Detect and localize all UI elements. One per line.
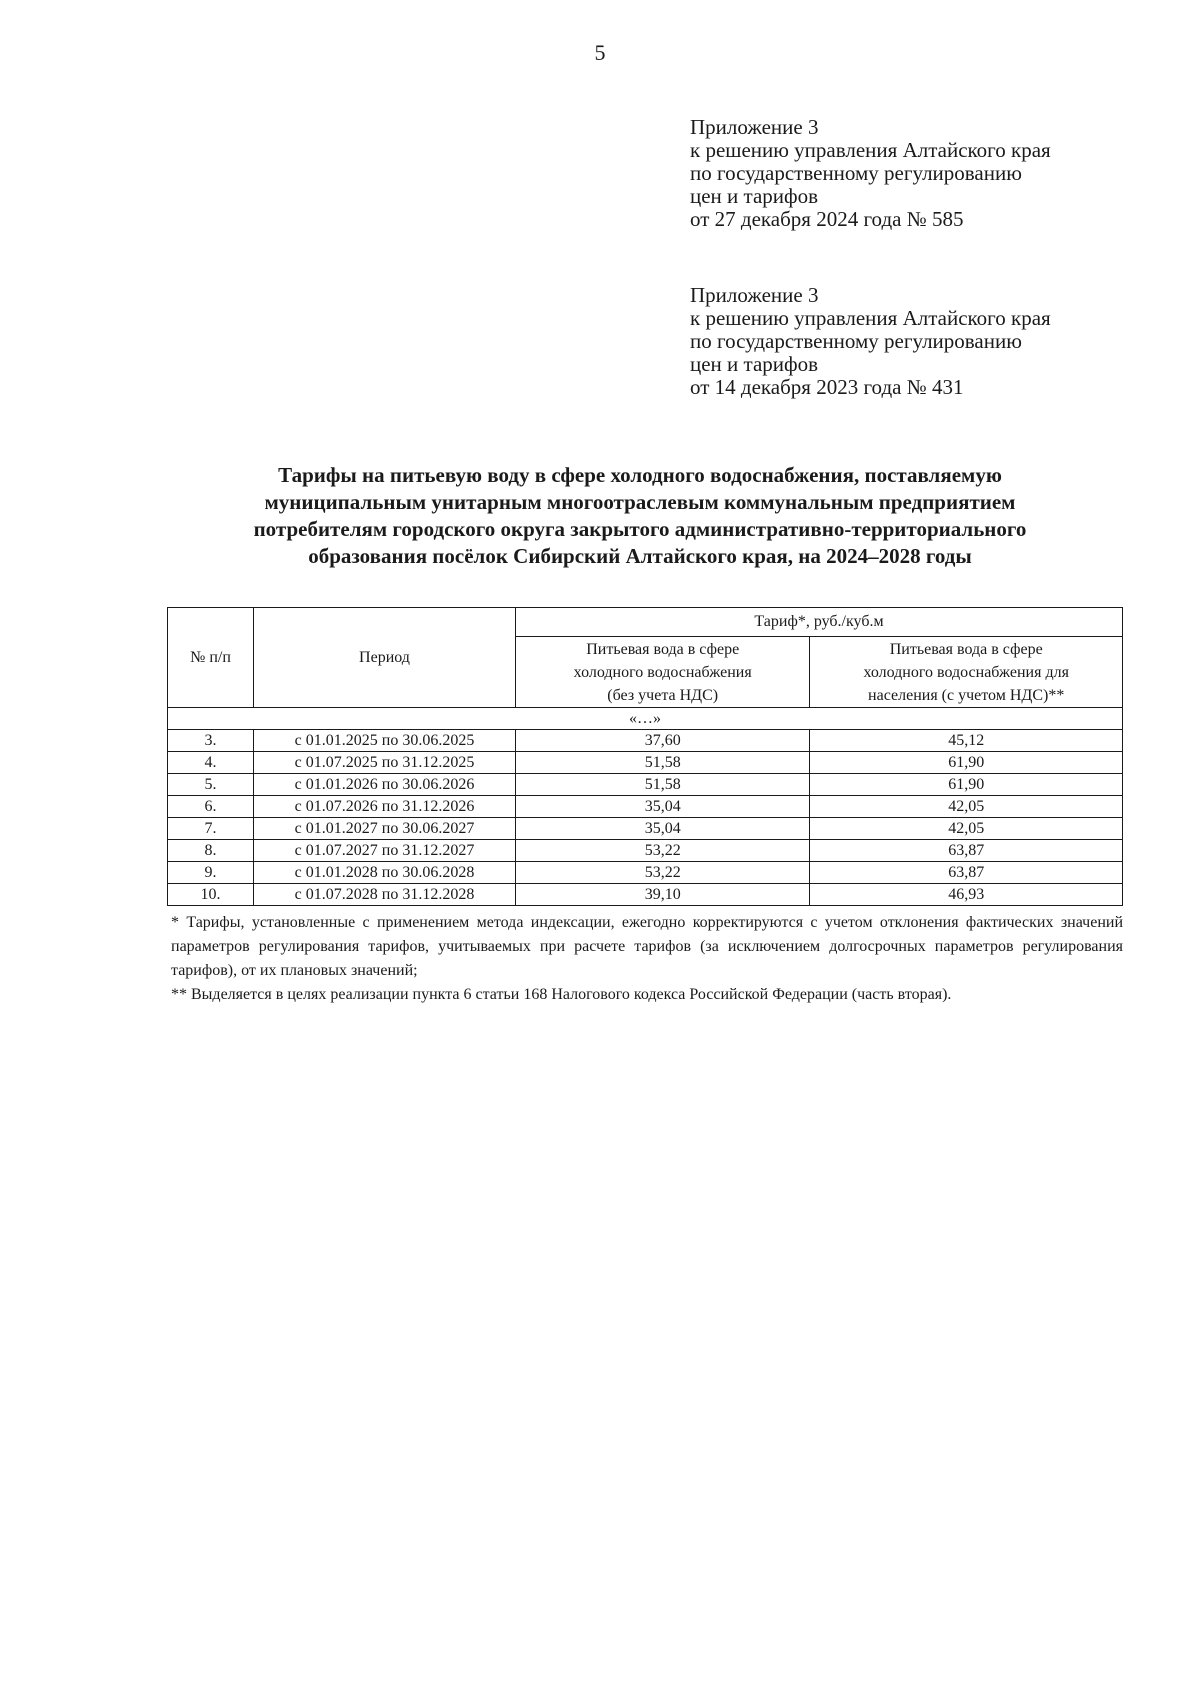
header-col-a-line: холодного водоснабжения xyxy=(573,663,752,681)
cell-period: с 01.07.2027 по 31.12.2027 xyxy=(253,840,515,862)
document-title xyxy=(160,462,1120,570)
appendix-line: по государственному регулированию xyxy=(690,161,1022,185)
title-line: потребителям городского округа закрытого административно-территориального xyxy=(253,517,1027,541)
cell-tariff-no-vat: 53,22 xyxy=(516,840,810,862)
footnote-2: ** Выделяется в целях реализации пункта 6 статьи 168 Налогового кодекса Российской Федерации (часть вторая). xyxy=(171,986,952,1003)
cell-num: 7. xyxy=(168,818,254,840)
appendix-line: Приложение 3 xyxy=(690,283,819,307)
header-tariff-group: Тариф*, руб./куб.м xyxy=(516,608,1123,637)
cell-num: 8. xyxy=(168,840,254,862)
cell-tariff-no-vat: 53,22 xyxy=(516,862,810,884)
cell-tariff-with-vat: 45,12 xyxy=(810,730,1123,752)
cell-tariff-with-vat: 42,05 xyxy=(810,818,1123,840)
cell-period: с 01.01.2027 по 30.06.2027 xyxy=(253,818,515,840)
cell-period: с 01.07.2026 по 31.12.2026 xyxy=(253,796,515,818)
header-col-b-line: холодного водоснабжения для xyxy=(863,663,1069,681)
cell-period: с 01.01.2025 по 30.06.2025 xyxy=(253,730,515,752)
table-row xyxy=(168,752,1123,774)
appendix-line: цен и тарифов xyxy=(690,352,819,376)
cell-num: 4. xyxy=(168,752,254,774)
tariff-table xyxy=(167,607,1123,906)
header-col-b-line: населения (с учетом НДС)** xyxy=(868,686,1065,704)
table-row xyxy=(168,818,1123,840)
table-row xyxy=(168,862,1123,884)
appendix-line: от 14 декабря 2023 года № 431 xyxy=(690,375,964,399)
cell-tariff-with-vat: 46,93 xyxy=(810,884,1123,906)
table-row xyxy=(168,730,1123,752)
appendix-line: цен и тарифов xyxy=(690,184,819,208)
cell-tariff-no-vat: 51,58 xyxy=(516,752,810,774)
cell-num: 6. xyxy=(168,796,254,818)
cell-tariff-with-vat: 63,87 xyxy=(810,840,1123,862)
header-period: Период xyxy=(253,608,515,708)
cell-num: 9. xyxy=(168,862,254,884)
cell-tariff-no-vat: 35,04 xyxy=(516,796,810,818)
header-num: № п/п xyxy=(168,608,254,708)
title-line: образования посёлок Сибирский Алтайского края, на 2024–2028 годы xyxy=(308,544,972,568)
appendix-line: по государственному регулированию xyxy=(690,329,1022,353)
header-col-b xyxy=(810,637,1123,708)
omission-mark: «…» xyxy=(168,708,1123,730)
appendix-line: Приложение 3 xyxy=(690,115,819,139)
header-col-a xyxy=(516,637,810,708)
cell-num: 10. xyxy=(168,884,254,906)
header-col-a-line: Питьевая вода в сфере xyxy=(586,640,740,658)
cell-tariff-no-vat: 37,60 xyxy=(516,730,810,752)
cell-num: 5. xyxy=(168,774,254,796)
footnote-1: * Тарифы, установленные с применением метода индексации, ежегодно корректируются с учетом отклонения фактических значений параметров регулирования тарифов, учитываемых при расчете тарифов (за исключением долгосрочных параметров регулирования тарифов), от их плановых значений; xyxy=(171,914,1123,979)
cell-tariff-no-vat: 35,04 xyxy=(516,818,810,840)
appendix-current-header xyxy=(690,116,1170,231)
omission-row xyxy=(168,708,1123,730)
cell-tariff-with-vat: 61,90 xyxy=(810,774,1123,796)
cell-period: с 01.01.2026 по 30.06.2026 xyxy=(253,774,515,796)
cell-num: 3. xyxy=(168,730,254,752)
cell-period: с 01.07.2025 по 31.12.2025 xyxy=(253,752,515,774)
table-row xyxy=(168,840,1123,862)
appendix-line: от 27 декабря 2024 года № 585 xyxy=(690,207,964,231)
header-col-a-line: (без учета НДС) xyxy=(607,686,719,704)
table-row xyxy=(168,774,1123,796)
cell-period: с 01.07.2028 по 31.12.2028 xyxy=(253,884,515,906)
appendix-line: к решению управления Алтайского края xyxy=(690,306,1051,330)
appendix-line: к решению управления Алтайского края xyxy=(690,138,1051,162)
title-line: Тарифы на питьевую воду в сфере холодного водоснабжения, поставляемую xyxy=(278,463,1002,487)
footnotes xyxy=(171,911,1123,1007)
cell-tariff-no-vat: 39,10 xyxy=(516,884,810,906)
cell-tariff-with-vat: 42,05 xyxy=(810,796,1123,818)
cell-tariff-no-vat: 51,58 xyxy=(516,774,810,796)
cell-period: с 01.01.2028 по 30.06.2028 xyxy=(253,862,515,884)
table-row xyxy=(168,796,1123,818)
appendix-previous-header xyxy=(690,284,1170,399)
page-number: 5 xyxy=(594,40,606,65)
cell-tariff-with-vat: 63,87 xyxy=(810,862,1123,884)
cell-tariff-with-vat: 61,90 xyxy=(810,752,1123,774)
header-col-b-line: Питьевая вода в сфере xyxy=(889,640,1043,658)
table-row xyxy=(168,884,1123,906)
title-line: муниципальным унитарным многоотраслевым коммунальным предприятием xyxy=(264,490,1016,514)
